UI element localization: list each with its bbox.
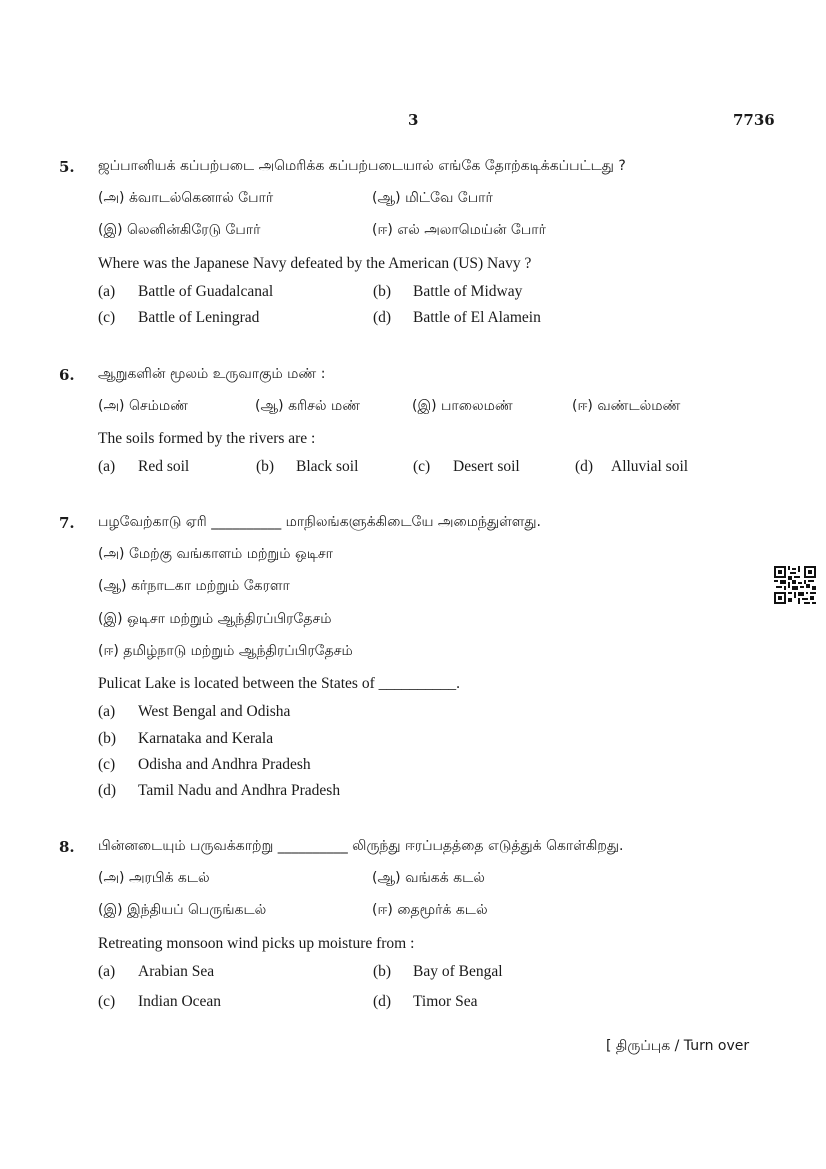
option-label: (இ) (98, 902, 123, 918)
option-text: அரபிக் கடல் (128, 870, 210, 886)
option-label: (ஈ) (572, 398, 593, 414)
question-number: 5. (59, 158, 75, 176)
option-text: வங்கக் கடல் (405, 870, 485, 886)
option-text: எல் அலாமெய்ன் போர் (397, 222, 546, 238)
option-tamil (98, 546, 333, 564)
paper-code: 7736 (733, 111, 775, 129)
option-text: Battle of Leningrad (138, 309, 260, 326)
turn-over-note (606, 1036, 749, 1056)
option-text: Odisha and Andhra Pradesh (138, 756, 311, 773)
option-label: (c) (98, 756, 116, 773)
option-text: Timor Sea (413, 993, 478, 1010)
option-tamil (98, 611, 332, 629)
option-label: (அ) (98, 398, 125, 414)
option-text: Battle of El Alamein (413, 309, 541, 326)
option-text: Alluvial soil (611, 458, 689, 475)
option-label: (அ) (98, 190, 125, 206)
option-text: Karnataka and Kerala (138, 730, 274, 747)
option-label: (c) (98, 993, 116, 1010)
option-label: (ஆ) (372, 870, 401, 886)
option-text: West Bengal and Odisha (138, 703, 291, 720)
option-text: பாலைமண் (441, 398, 513, 414)
option-text: லெனின்கிரேடு போர் (127, 222, 261, 238)
option-label: (இ) (412, 398, 437, 414)
option-label: (இ) (98, 611, 123, 627)
option-text: கரிசல் மண் (288, 398, 361, 414)
turn-over-text: [ திருப்புக / Turn over (606, 1038, 750, 1054)
option-tamil (98, 902, 266, 920)
option-label: (d) (373, 993, 392, 1010)
option-label: (அ) (98, 870, 125, 886)
option-tamil (98, 578, 290, 596)
question-english: The soils formed by the rivers are : (98, 430, 316, 447)
question-number: 8. (59, 838, 75, 856)
option-text: இந்தியப் பெருங்கடல் (127, 902, 267, 918)
question-number: 6. (59, 366, 75, 384)
option-tamil (255, 398, 360, 416)
option-label: (d) (373, 309, 392, 326)
option-label: (ஆ) (98, 578, 127, 594)
option-text: Black soil (296, 458, 359, 475)
option-tamil (372, 902, 488, 920)
option-tamil (98, 870, 210, 888)
option-label: (a) (98, 963, 116, 980)
question-tamil: பின்னடையும் பருவக்காற்று __________ லிருந்து ஈரப்பதத்தை எடுத்துக் கொள்கிறது. (98, 838, 624, 854)
option-text: க்வாடல்கெனால் போர் (128, 190, 274, 206)
option-label: (d) (575, 458, 594, 475)
option-text: தைமூர்க் கடல் (397, 902, 488, 918)
option-label: (b) (256, 458, 275, 475)
option-text: ஒடிசா மற்றும் ஆந்திரப்பிரதேசம் (127, 611, 332, 627)
option-label: (ஆ) (372, 190, 401, 206)
option-tamil (572, 398, 680, 416)
option-tamil (372, 870, 485, 888)
option-label: (a) (98, 458, 116, 475)
option-label: (ஈ) (372, 222, 393, 238)
question-tamil: ஆறுகளின் மூலம் உருவாகும் மண் : (98, 366, 326, 382)
option-tamil (98, 643, 353, 661)
question-english: Pulicat Lake is located between the States of __________. (98, 675, 461, 692)
option-text: மிட்வே போர் (405, 190, 493, 206)
question-number: 7. (59, 514, 75, 532)
question-tamil: பழவேற்காடு ஏரி __________ மாநிலங்களுக்கிடையே அமைந்துள்ளது. (98, 514, 541, 530)
option-tamil (98, 222, 260, 240)
option-text: Desert soil (453, 458, 520, 475)
option-tamil (98, 190, 273, 208)
option-label: (ஈ) (372, 902, 393, 918)
option-label: (a) (98, 703, 116, 720)
option-label: (c) (98, 309, 116, 326)
option-tamil (372, 190, 493, 208)
option-text: வண்டல்மண் (597, 398, 681, 414)
option-label: (d) (98, 782, 117, 799)
option-label: (b) (98, 730, 117, 747)
option-label: (ஈ) (98, 643, 119, 659)
option-label: (b) (373, 963, 392, 980)
option-text: Arabian Sea (138, 963, 215, 980)
page-number: 3 (408, 111, 419, 129)
option-text: கர்நாடகா மற்றும் கேரளா (131, 578, 290, 594)
option-tamil (412, 398, 513, 416)
option-text: Bay of Bengal (413, 963, 503, 980)
option-label: (b) (373, 283, 392, 300)
option-label: (c) (413, 458, 431, 475)
option-label: (a) (98, 283, 116, 300)
question-tamil: ஜப்பானியக் கப்பற்படை அமெரிக்க கப்பற்படையால் எங்கே தோற்கடிக்கப்பட்டது ? (98, 158, 626, 174)
option-text: Battle of Guadalcanal (138, 283, 274, 300)
option-text: செம்மண் (128, 398, 188, 414)
option-label: (ஆ) (255, 398, 284, 414)
option-text: Red soil (138, 458, 190, 475)
qr-code-icon (774, 566, 816, 604)
option-text: Tamil Nadu and Andhra Pradesh (138, 782, 341, 799)
option-label: (அ) (98, 546, 125, 562)
option-tamil (372, 222, 546, 240)
option-text: Indian Ocean (138, 993, 222, 1010)
question-english: Retreating monsoon wind picks up moisture from : (98, 935, 415, 952)
option-tamil (98, 398, 188, 416)
option-text: மேற்கு வங்காளம் மற்றும் ஒடிசா (128, 546, 333, 562)
option-label: (இ) (98, 222, 123, 238)
question-english: Where was the Japanese Navy defeated by the American (US) Navy ? (98, 255, 532, 272)
option-text: தமிழ்நாடு மற்றும் ஆந்திரப்பிரதேசம் (123, 643, 353, 659)
option-text: Battle of Midway (413, 283, 523, 300)
